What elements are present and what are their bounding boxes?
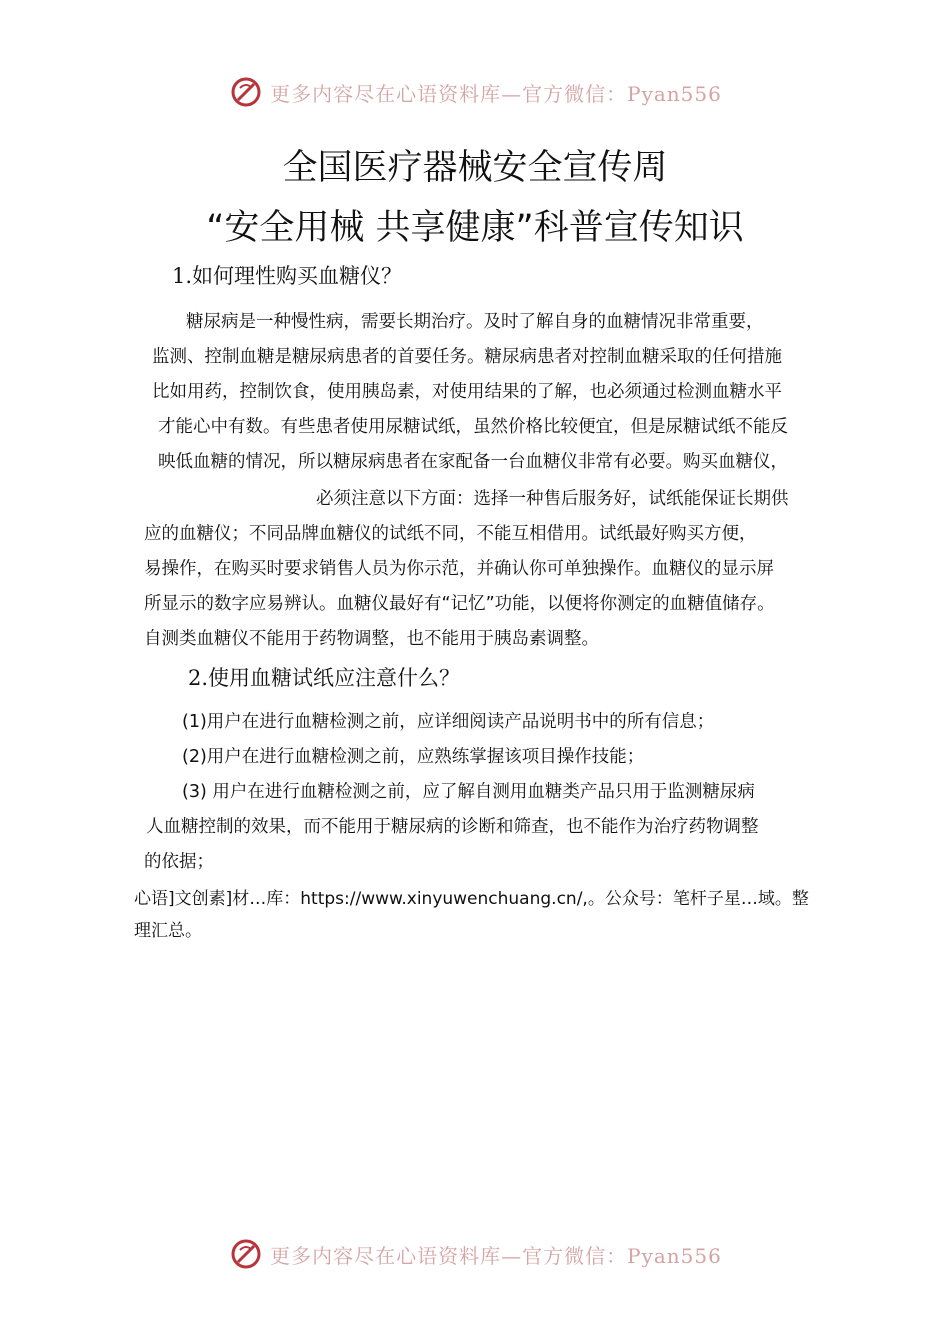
source-note: 理汇总。 xyxy=(134,921,202,941)
list-item-continued: 的依据； xyxy=(144,852,214,872)
footer-watermark xyxy=(0,1234,950,1274)
paragraph-line: 应的血糖仪；不同品牌血糖仪的试纸不同，不能互相借用。试纸最好购买方便， xyxy=(144,524,757,544)
watermark-text: 更多内容尽在心语资料库—官方微信：Pyan556 xyxy=(270,1243,722,1268)
paragraph-line: 自测类血糖仪不能用于药物调整，也不能用于胰岛素调整。 xyxy=(144,629,599,649)
paragraph-line: 才能心中有数。有些患者使用尿糖试纸，虽然价格比较便宜，但是尿糖试纸不能反 xyxy=(158,417,788,437)
header-watermark xyxy=(0,72,950,112)
paragraph-line: 必须注意以下方面：选择一种售后服务好，试纸能保证长期供 xyxy=(316,489,789,509)
list-item: (2)用户在进行血糖检测之前，应熟练掌握该项目操作技能； xyxy=(182,747,645,767)
paragraph-line: 比如用药，控制饮食，使用胰岛素，对使用结果的了解，也必须通过检测血糖水平 xyxy=(152,382,782,402)
list-item-continued: 人血糖控制的效果，而不能用于糖尿病的诊断和筛查，也不能作为治疗药物调整 xyxy=(146,817,759,837)
brand-logo-icon xyxy=(228,74,264,110)
watermark-text: 更多内容尽在心语资料库—官方微信：Pyan556 xyxy=(270,81,722,106)
paragraph-line: 所显示的数字应易辨认。血糖仪最好有“记忆”功能，以便将你测定的血糖值储存。 xyxy=(144,594,775,614)
page-subtitle: “安全用械 共享健康”科普宣传知识 xyxy=(206,208,744,248)
section-2-heading: 2.使用血糖试纸应注意什么？ xyxy=(188,666,461,690)
brand-logo-icon xyxy=(228,1236,264,1272)
list-item: (3) 用户在进行血糖检测之前，应了解自测用血糖类产品只用于监测糖尿病 xyxy=(182,782,755,802)
list-item: (1)用户在进行血糖检测之前，应详细阅读产品说明书中的所有信息； xyxy=(182,712,715,732)
section-1-heading: 1.如何理性购买血糖仪？ xyxy=(172,264,403,288)
paragraph-line: 糖尿病是一种慢性病，需要长期治疗。及时了解自身的血糖情况非常重要， xyxy=(186,312,764,332)
paragraph-line: 易操作，在购买时要求销售人员为你示范，并确认你可单独操作。血糖仪的显示屏 xyxy=(144,559,774,579)
page-title: 全国医疗器械安全宣传周 xyxy=(282,148,668,188)
paragraph-line: 监测、控制血糖是糖尿病患者的首要任务。糖尿病患者对控制血糖采取的任何措施 xyxy=(152,347,782,367)
paragraph-line: 映低血糖的情况，所以糖尿病患者在家配备一台血糖仪非常有必要。购买血糖仪， xyxy=(158,452,788,472)
source-note: 心语]文创素]材…库：https://www.xinyuwenchuang.cn/,。公众号：笔杆子星…域。整 xyxy=(134,889,809,909)
